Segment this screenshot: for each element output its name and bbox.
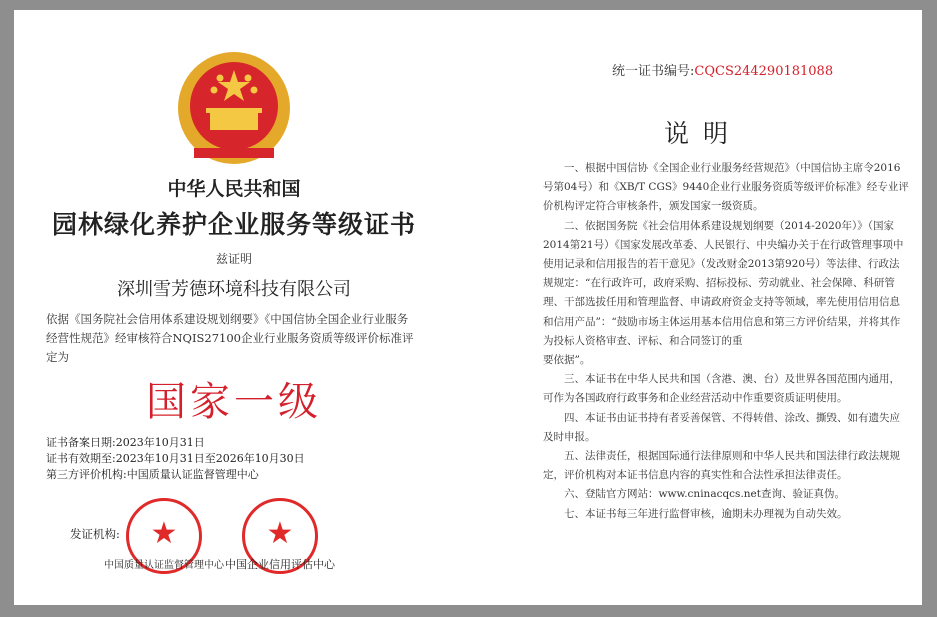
- stamp-label-quality: 中国质量认证监督管理中心: [104, 560, 224, 571]
- note-item: 二、依据国务院《社会信用体系建设规划纲要（2014-2020年）》（国家2014第21号）《国家发展改革委、人民银行、中央编办关于在行政管理事项中使用记录和信用报告的若干意见》（发改财金2013第920号）等法律、行政法规规定：“在行政许可，政府采购、招标投标、劳动就业、社会保障、科研管理、干部选拔任用和管理监督、申请政府资金支持等领域，率先使用信用信息和信用产品”：“鼓励市场主体运用基本信用信息和第三方评价结果，并将其作为投标人资格审查、评标、和合同签订的重: [543, 219, 904, 347]
- note-item: 五、法律责任，根据国际通行法律原则和中华人民共和国法律行政法规规定，评价机构对本证书信息内容的真实性和合法性承担法律责任。: [543, 450, 900, 482]
- certificate-page: [14, 10, 922, 605]
- third-party-evaluator: 第三方评价机构:中国质量认证监督管理中心: [46, 468, 259, 481]
- validity-period: 证书有效期至:2023年10月31日至2026年10月30日: [46, 452, 305, 465]
- star-icon: ★: [150, 516, 178, 551]
- certificate-title: 园林绿化养护企业服务等级证书: [51, 210, 416, 239]
- stamp-label-credit: 中国企业信用评估中心: [225, 558, 335, 571]
- cert-number-value: CQCS244290181088: [694, 64, 834, 79]
- filing-date: 证书备案日期:2023年10月31日: [46, 436, 205, 449]
- hereby-label: 兹证明: [215, 252, 252, 266]
- note-item: 三、本证书在中华人民共和国（含港、澳、台）及世界各国范围内通用，可作为各国政府行政事务和企业经营活动中作重要资质证明使用。: [543, 373, 900, 405]
- note-item: 要依据”。: [543, 354, 591, 367]
- basis-text: 依据《国务院社会信用体系建设规划纲要》《中国信协全国企业行业服务经营性规范》经审核符合NQIS27100企业行业服务资质等级评价标准评定为: [46, 312, 414, 364]
- company-name: 深圳雪芳德环境科技有限公司: [117, 279, 351, 300]
- cert-number-label: 统一证书编号:: [612, 64, 695, 79]
- notes-list: [543, 159, 909, 524]
- grade-level: 国家一级: [146, 379, 322, 425]
- star-icon: ★: [266, 516, 294, 551]
- note-item: 一、根据中国信协《全国企业行业服务经营规范》（中国信协主席令2016号第04号）和《XB/T CGS》9440企业行业服务资质等级评价标准》经专业评价机构评定符合审核条件，颁发国家一级资质。: [543, 162, 909, 213]
- national-emblem-icon: [174, 48, 294, 168]
- note-item: 四、本证书由证书持有者妥善保管、不得转借、涂改、撕毁、如有遗失应及时申报。: [543, 411, 900, 443]
- notes-heading: 说明: [664, 119, 743, 148]
- cert-dates: [46, 435, 305, 483]
- title-country: 中华人民共和国: [167, 178, 301, 200]
- note-item: 七、本证书每三年进行监督审核，逾期未办理视为自动失效。: [564, 507, 848, 520]
- note-item: 六、登陆官方网站：www.cninacqcs.net查询、验证真伪。: [564, 488, 845, 501]
- issuer-label: 发证机构:: [70, 527, 120, 541]
- cert-number: [612, 60, 833, 79]
